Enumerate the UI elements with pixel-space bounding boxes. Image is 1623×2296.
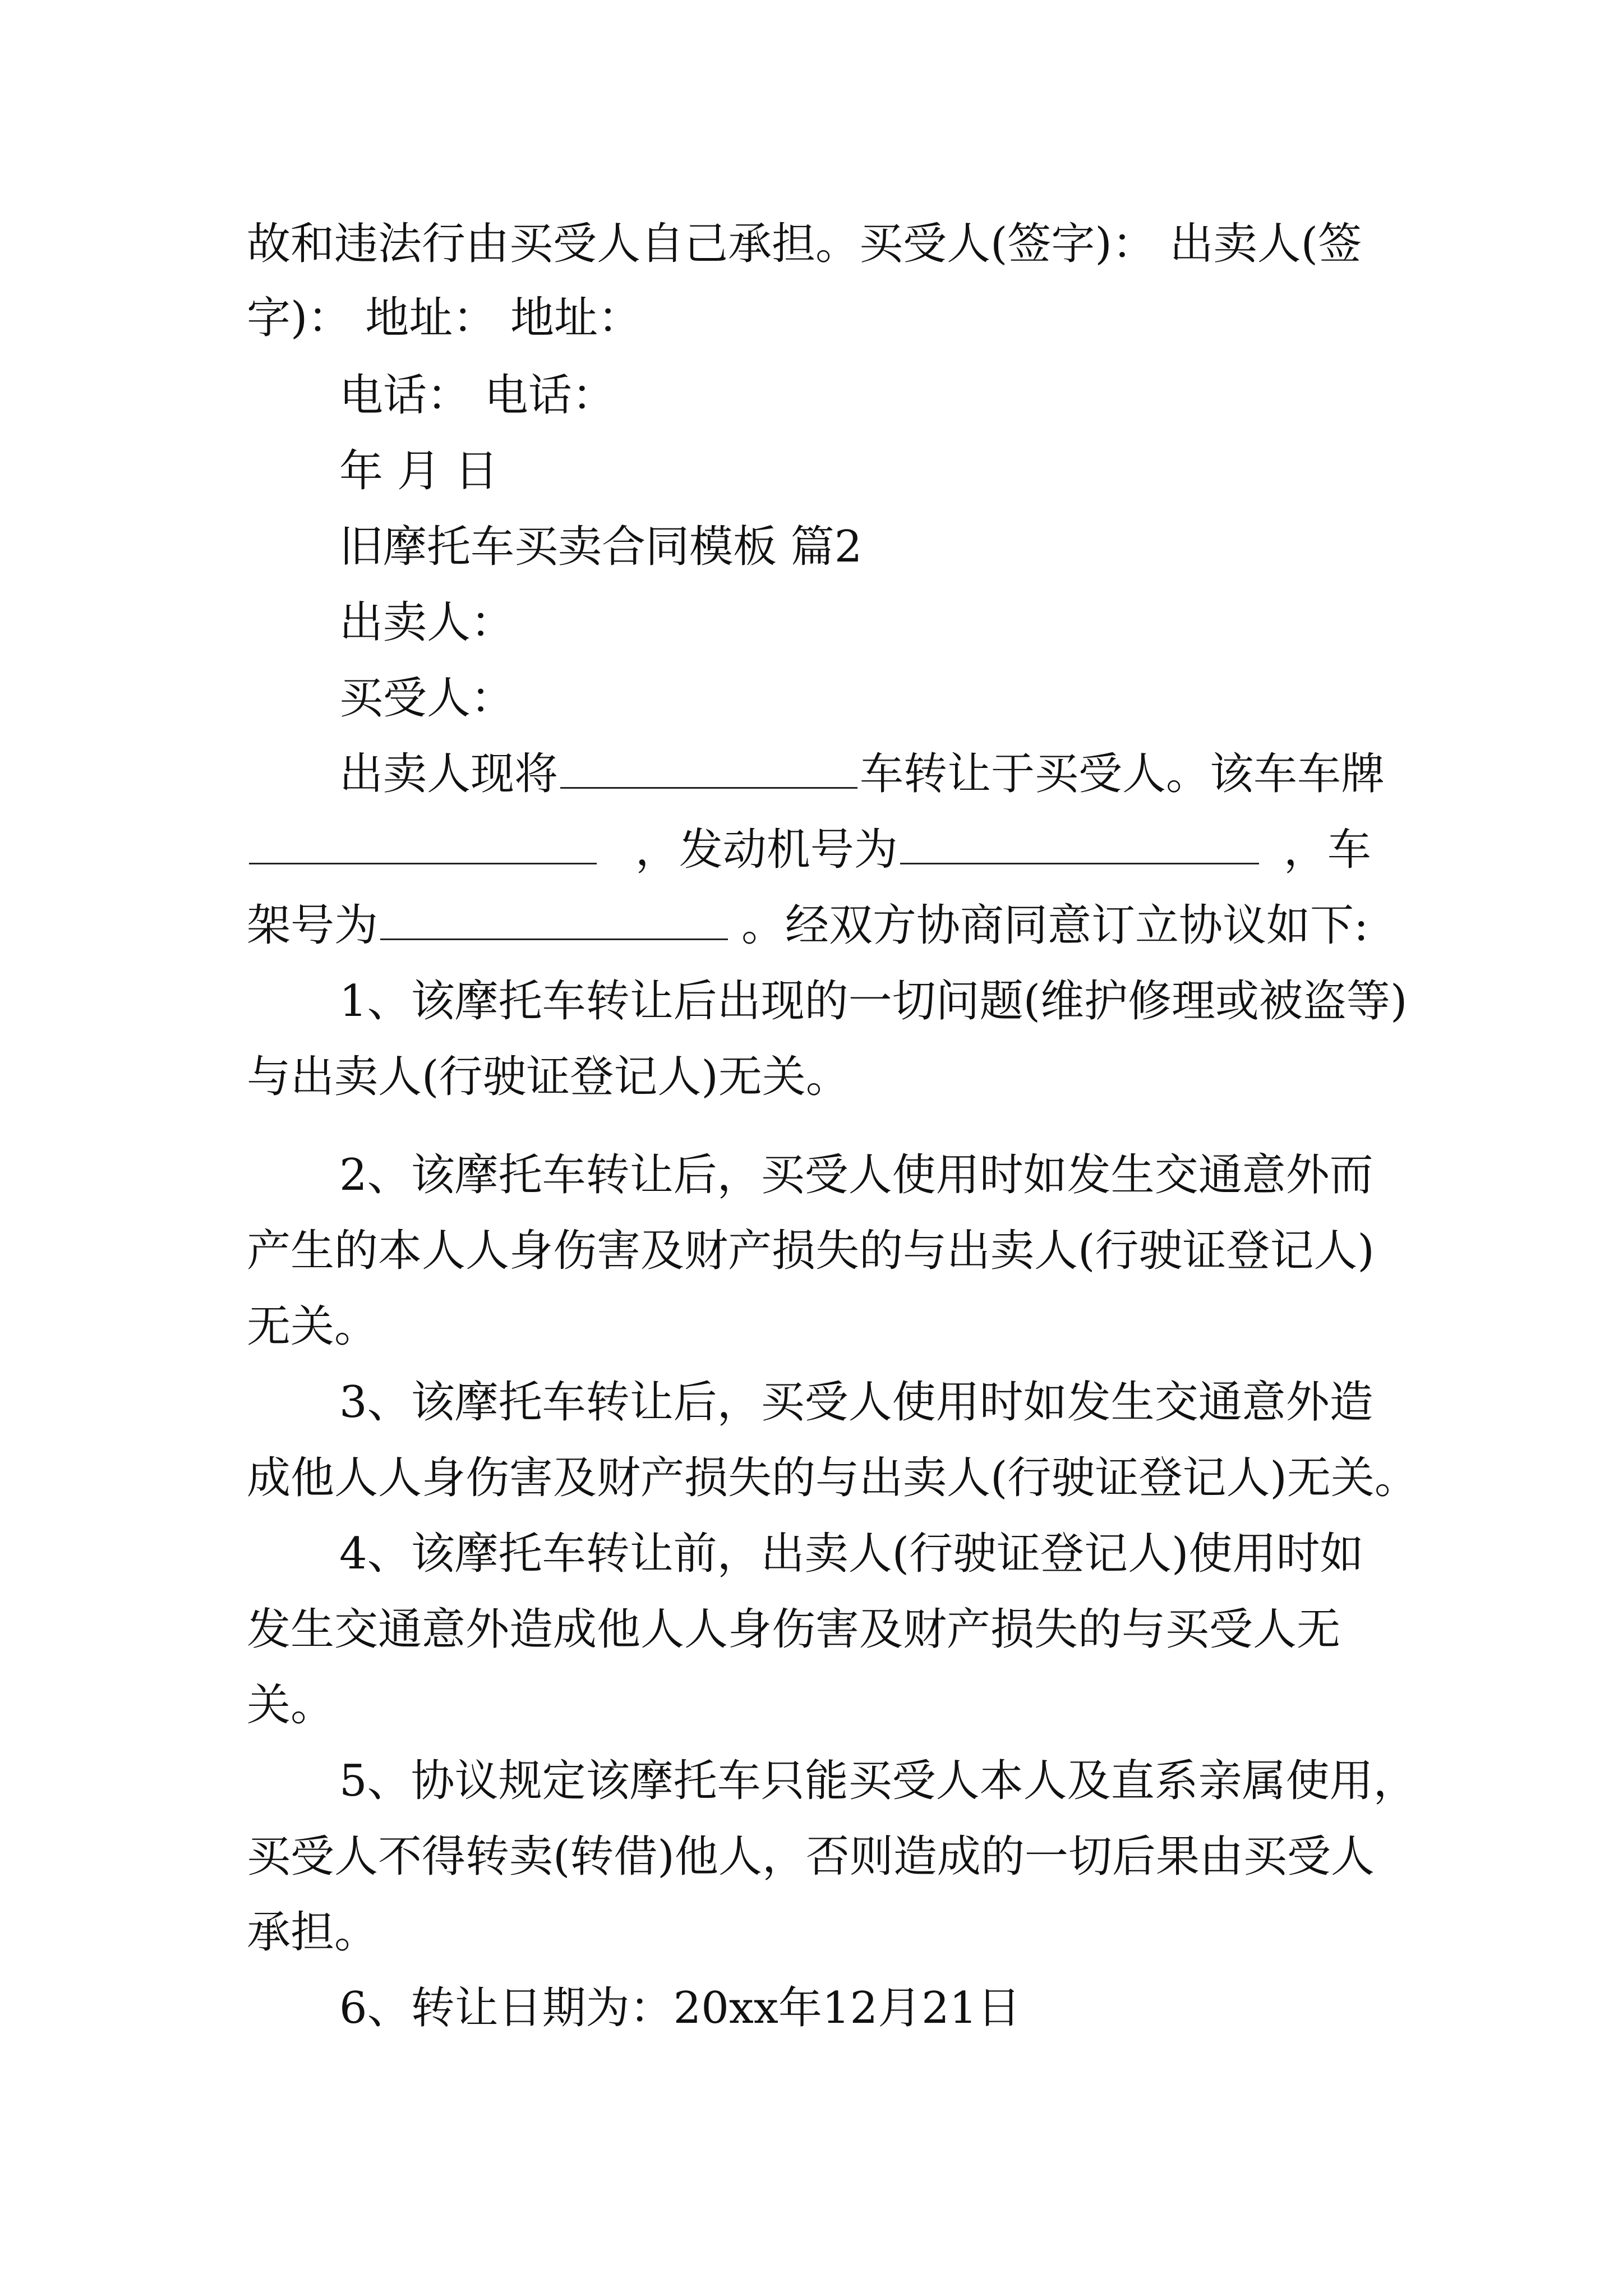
clause-5-line: 5、协议规定该摩托车只能买受人本人及直系亲属使用，: [339, 1756, 1417, 1806]
transfer-text: 架号为: [247, 900, 379, 951]
fill-blank: [900, 823, 1259, 864]
transfer-text: 。经双方协商同意订立协议如下:: [741, 900, 1369, 951]
clause-2-line: 产生的本人人身伤害及财产损失的与出卖人(行驶证登记人): [247, 1226, 1375, 1276]
transfer-line-1: [339, 743, 1385, 805]
clause-6-line: 6、转让日期为：20xx年12月21日: [339, 1983, 1021, 2033]
fill-blank: [380, 899, 728, 940]
text-line: 电话： 电话：: [339, 370, 616, 421]
fill-blank: [249, 823, 597, 864]
transfer-line-2: [247, 819, 1371, 881]
text-line: 故和违法行由买受人自己承担。买受人(签字)： 出卖人(签: [247, 219, 1362, 269]
seller-label: 出卖人：: [339, 597, 515, 648]
section-heading: 旧摩托车买卖合同模板 篇2: [339, 522, 863, 572]
transfer-text: ，发动机号为: [635, 825, 898, 875]
clause-1-line: 与出卖人(行驶证登记人)无关。: [247, 1052, 850, 1102]
clause-3-line: 成他人人身伤害及财产损失的与出卖人(行驶证登记人)无关。: [247, 1453, 1418, 1503]
transfer-text: 出卖人现将: [339, 749, 559, 799]
clause-4-line: 4、该摩托车转让前，出卖人(行驶证登记人)使用时如: [339, 1529, 1364, 1579]
transfer-line-3: [247, 895, 1368, 956]
clause-1-line: 1、该摩托车转让后出现的一切问题(维护修理或被盗等): [339, 976, 1408, 1027]
text-line: 字)： 地址： 地址：: [247, 293, 642, 343]
clause-3-line: 3、该摩托车转让后，买受人使用时如发生交通意外造: [339, 1377, 1373, 1428]
transfer-text: 车转让于买受人。该车车牌: [860, 749, 1385, 799]
clause-2-line: 无关。: [247, 1301, 379, 1352]
clause-4-line: 发生交通意外造成他人人身伤害及财产损失的与买受人无: [247, 1604, 1341, 1655]
clause-2-line: 2、该摩托车转让后，买受人使用时如发生交通意外而: [339, 1150, 1373, 1200]
transfer-text: ，车: [1283, 825, 1371, 875]
buyer-label: 买受人：: [339, 673, 515, 724]
clause-5-line: 承担。: [247, 1907, 379, 1958]
text-line: 年 月 日: [339, 446, 499, 496]
clause-4-line: 关。: [247, 1680, 335, 1731]
fill-blank: [560, 748, 857, 789]
clause-5-line: 买受人不得转卖(转借)他人，否则造成的一切后果由买受人: [247, 1832, 1375, 1882]
